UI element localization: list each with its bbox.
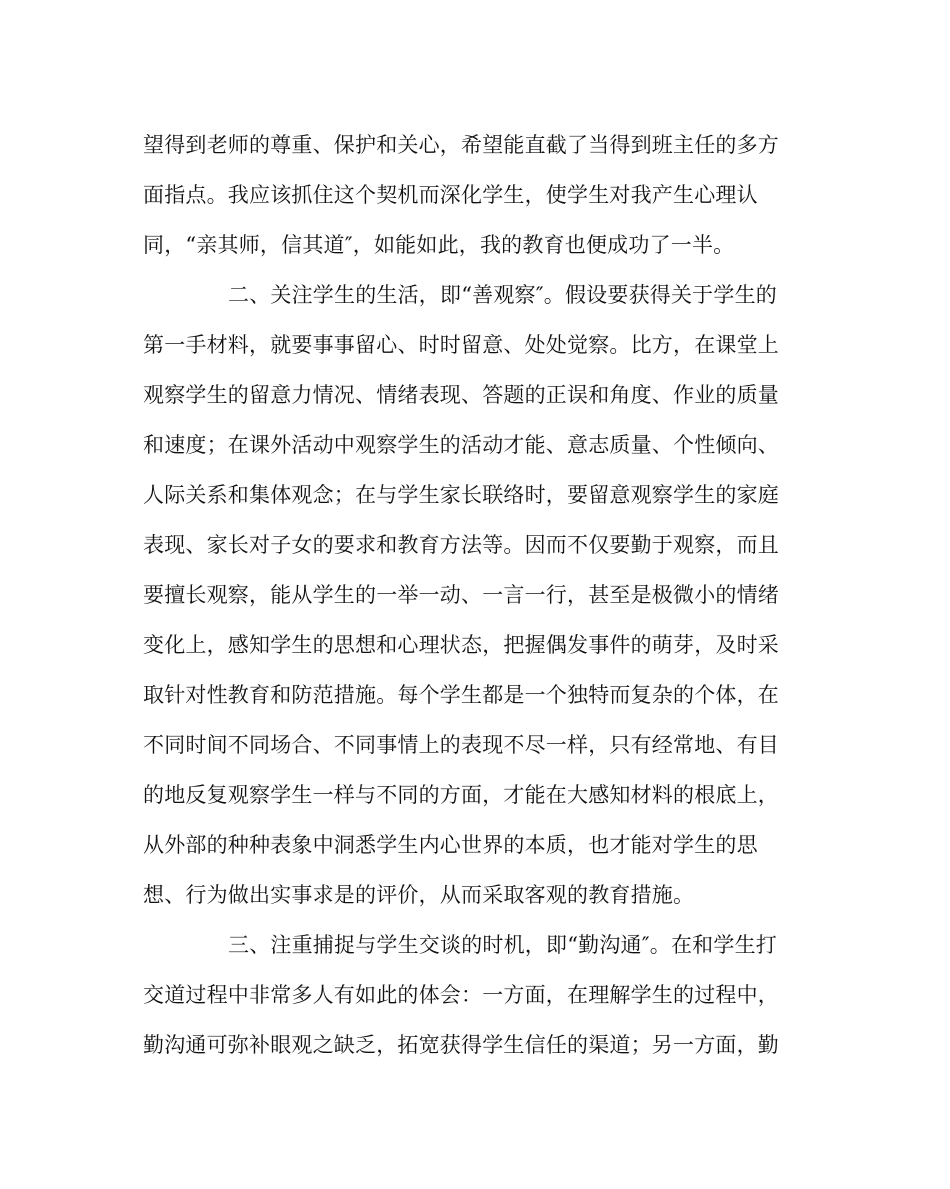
paragraph-heading-line: 二、关注学生的生活，即“善观察″。假设要获得关于学生的	[228, 283, 777, 307]
text-line: 面指点。我应该抓住这个契机而深化学生，使学生对我产生心理认	[143, 183, 758, 207]
text-line: 第一手材料，就要事事留心、时时留意、处处觉察。比方，在课堂上	[143, 333, 779, 357]
text-line: 望得到老师的尊重、保护和关心，希望能直截了当得到班主任的多方	[143, 133, 779, 157]
text-line: 和速度；在课外活动中观察学生的活动才能、意志质量、个性倾向、	[143, 433, 779, 457]
text-line: 变化上，感知学生的思想和心理状态，把握偶发事件的萌芽，及时采	[143, 633, 779, 657]
text-line: 观察学生的留意力情况、情绪表现、答题的正误和角度、作业的质量	[143, 383, 779, 407]
text-line: 人际关系和集体观念；在与学生家长联络时，要留意观察学生的家庭	[143, 483, 779, 507]
text-line: 要擅长观察，能从学生的一举一动、一言一行，甚至是极微小的情绪	[143, 583, 779, 607]
text-line: 表现、家长对子女的要求和教育方法等。因而不仅要勤于观察，而且	[143, 533, 779, 557]
text-line: 取针对性教育和防范措施。每个学生都是一个独特而复杂的个体，在	[143, 683, 779, 707]
text-line: 同，“亲其师，信其道″，如能如此，我的教育也便成功了一半。	[143, 233, 735, 257]
text-line: 的地反复观察学生一样与不同的方面，才能在大感知材料的根底上，	[143, 783, 779, 807]
paragraph-heading-line: 三、注重捕捉与学生交谈的时机，即“勤沟通″。在和学生打	[228, 933, 777, 957]
text-line: 交道过程中非常多人有如此的体会：一方面，在理解学生的过程中，	[143, 983, 779, 1007]
text-line: 不同时间不同场合、不同事情上的表现不尽一样，只有经常地、有目	[143, 733, 779, 757]
text-line: 从外部的种种表象中洞悉学生内心世界的本质，也才能对学生的思	[143, 833, 758, 857]
text-line: 想、行为做出实事求是的评价，从而采取客观的教育措施。	[143, 883, 695, 907]
text-line: 勤沟通可弥补眼观之缺乏，拓宽获得学生信任的渠道；另一方面，勤	[143, 1033, 779, 1057]
